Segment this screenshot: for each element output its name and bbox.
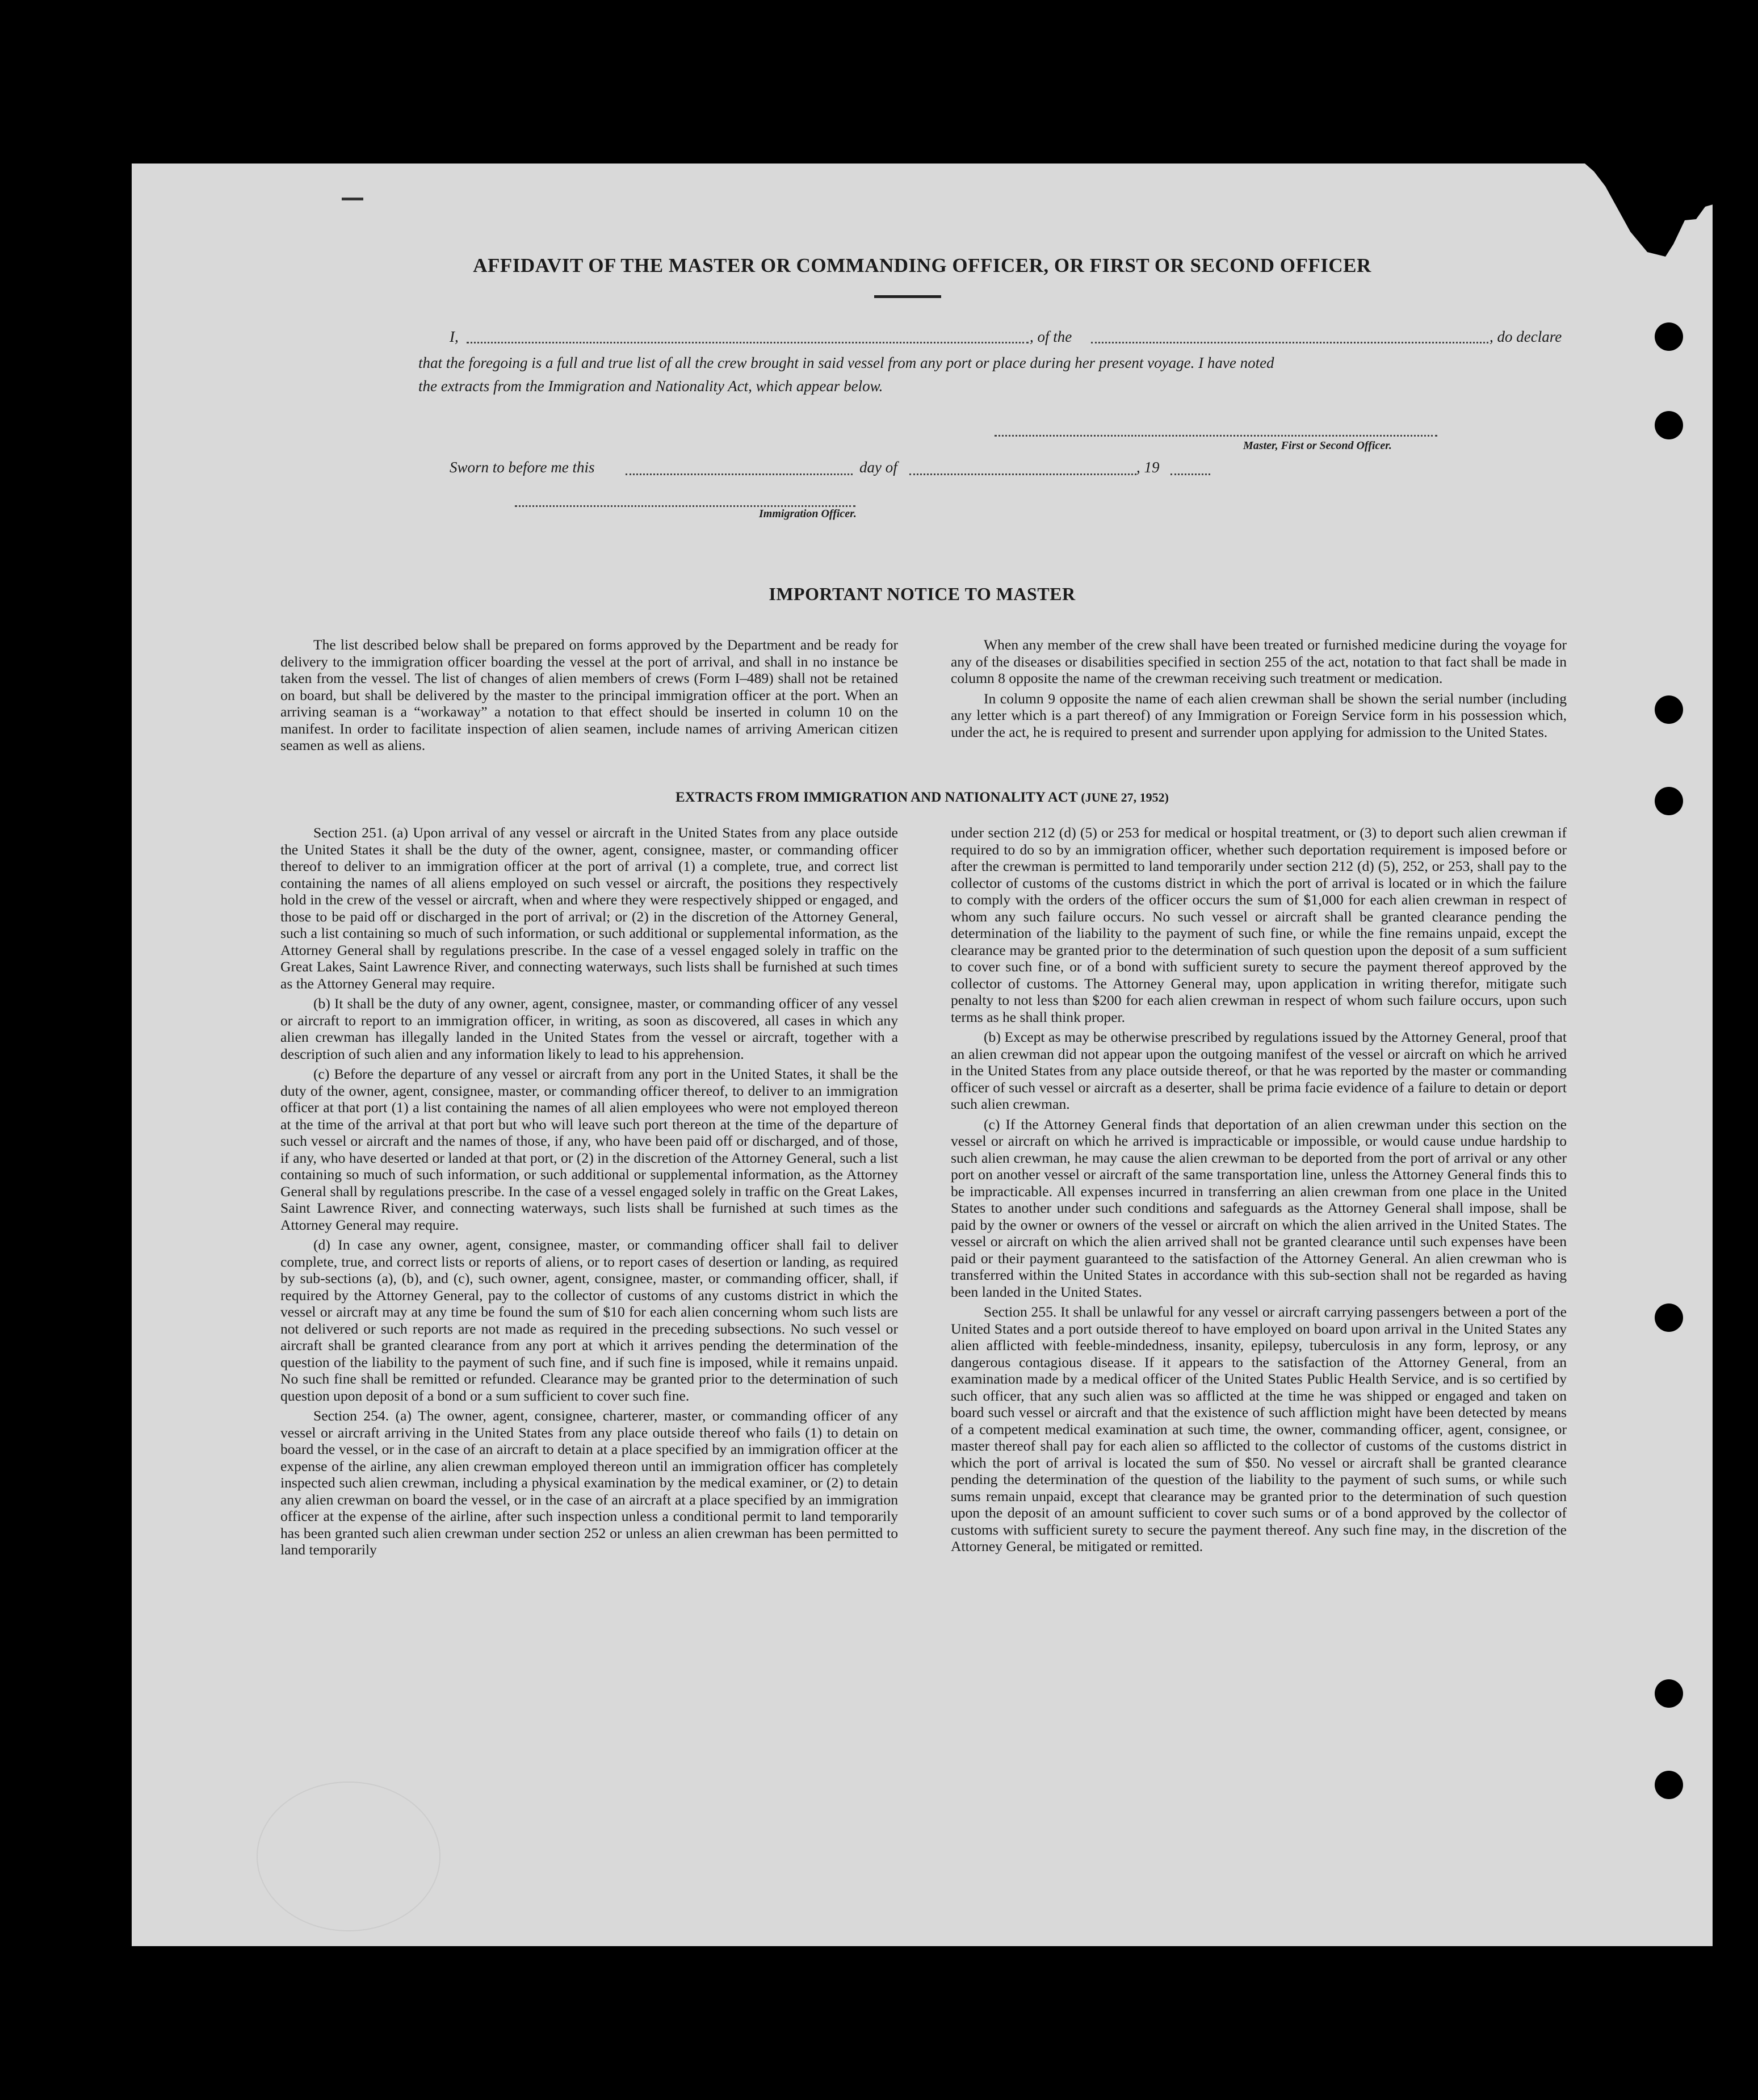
- vessel-name-field[interactable]: [1091, 342, 1488, 343]
- affidavit-statement-line1: that the foregoing is a full and true list of all the crew brought in said vessel from any port or place during her present voyage. I have noted: [418, 354, 1274, 371]
- section-254a: Section 254. (a) The owner, agent, consignee, charterer, master, or commanding officer of any vessel or aircraft arriving in the United States from any place outside thereof who fails (1) to detain on board the vessel, or in the case of an aircraft to detain at a place specified by an immigration officer at the expense of the airline, any alien crewman employed thereon until an immigration officer has completely inspected such alien crewman, including a physical examination by the medical examiner, or (2) to detain any alien crewman on board the vessel, or in the case of an aircraft at a place specified by an immigration officer at the expense of the airline, after such inspection unless a conditional permit to land temporarily has been granted such alien crewman under section 252 or unless an alien crewman has been permitted to land temporarily: [280, 1407, 898, 1558]
- section-251c: (c) Before the departure of any vessel or aircraft from any port in the United States, it shall be the duty of the owner, agent, consignee, master, or commanding officer thereof, to deliver to an immigration officer at that port (1) a list containing the names of all alien employees who were not employed thereon at the time of the arrival at that port but who will leave such port thereon at the time of the departure of such vessel or aircraft and the names of those, if any, who have been paid off or discharged, and of those, if any, who have deserted or landed at that port, or (2) in the discretion of the Attorney General, such a list containing so much of such information, or such additional or supplemental information, as the Attorney General shall by regulations prescribe. In the case of a vessel engaged solely in traffic on the Great Lakes, Saint Lawrence River, and connecting waterways, such lists shall be furnished at such times as the Attorney General may require.: [280, 1066, 898, 1233]
- affidavit-title: AFFIDAVIT OF THE MASTER OR COMMANDING OFFICER, OR FIRST OR SECOND OFFICER: [473, 254, 1371, 276]
- section-254c: (c) If the Attorney General finds that deportation of an alien crewman under this section on the vessel or aircraft on which he arrived is impracticable or impossible, or would cause undue hardship to such alien crewman, he may cause the alien crewman to be deported from the port of arrival or any other port on another vessel or aircraft of the same transportation line, unless the Attorney General finds this to be impracticable. All expenses incurred in transferring an alien crewman from one place in the United States to another under such conditions and safeguards as the Attorney General shall impose, shall be paid by the owner or owners of the vessel or aircraft on which the alien arrived in the United States. The vessel or aircraft on which the alien arrived shall not be granted clearance until such expenses have been paid or their payment guaranteed to the satisfaction of the Attorney General. An alien crewman who is transferred within the United States in accordance with this sub-section shall not be regarded as having been landed in the United States.: [951, 1116, 1567, 1300]
- extracts-right-column: [951, 824, 1567, 1558]
- punch-hole: [1655, 787, 1683, 815]
- punch-hole: [1655, 1303, 1683, 1332]
- punch-hole: [1655, 1771, 1683, 1799]
- ink-mark: [342, 198, 363, 200]
- sworn-month-field[interactable]: [909, 473, 1136, 475]
- sworn-year-field[interactable]: [1170, 473, 1210, 475]
- faint-seal: [257, 1782, 440, 1931]
- punch-hole: [1655, 695, 1683, 724]
- punch-hole: [1655, 1679, 1683, 1708]
- affidavit-statement-line2: the extracts from the Immigration and Nationality Act, which appear below.: [418, 378, 883, 395]
- torn-corner: [1585, 164, 1721, 260]
- notice-right-paragraph-2: In column 9 opposite the name of each alien crewman shall be shown the serial number (including any letter which is a part thereof) of any Immigration or Foreign Service form in his possession which, under the act, he is required to present and surrender upon applying for admission to the United States.: [951, 690, 1567, 740]
- day-of-label: day of: [859, 459, 897, 476]
- punch-hole: [1655, 322, 1683, 351]
- officer-signature-caption: Immigration Officer.: [759, 508, 857, 520]
- title-rule: [874, 295, 941, 298]
- affidavit-declare-label: , do declare: [1490, 328, 1562, 345]
- document-page: [132, 164, 1713, 1946]
- section-254b: (b) Except as may be otherwise prescribed by regulations issued by the Attorney General, proof that an alien crewman did not appear upon the outgoing manifest of the vessel or aircraft on which he arrived in the United States from any place outside thereof, or that he was reported by the master or commanding officer of such vessel or aircraft as a deserter, shall be prima facie evidence of a failure to detain or deport such alien crewman.: [951, 1029, 1567, 1112]
- section-251a: Section 251. (a) Upon arrival of any vessel or aircraft in the United States from any place outside the United States it shall be the duty of the owner, agent, consignee, master, or commanding officer thereof to deliver to an immigration officer at the port of arrival (1) a complete, true, and correct list containing the names of all aliens employed on such vessel or aircraft, the positions they respectively hold in the crew of the vessel or aircraft, when and where they were respectively shipped or engaged, and those to be paid off or discharged in the port of arrival; or (2) in the discretion of the Attorney General, such a list containing so much of such information, or such additional or supplemental information, as the Attorney General shall by regulations prescribe. In the case of a vessel engaged solely in traffic on the Great Lakes, Saint Lawrence River, and connecting waterways, such lists shall be furnished at such times as the Attorney General may require.: [280, 824, 898, 992]
- master-name-field[interactable]: [467, 342, 1029, 343]
- section-255: Section 255. It shall be unlawful for any vessel or aircraft carrying passengers between a port of the United States and a port outside thereof to have employed on board upon arrival in the United States any alien afflicted with feeble-mindedness, insanity, epilepsy, tuberculosis in any form, leprosy, or any dangerous contagious disease. If it appears to the satisfaction of the Attorney General, from an examination made by a medical officer of the United States Public Health Service, and is so certified by such officer, that any such alien was so afflicted at the time he was shipped or engaged and taken on board such vessel or aircraft and that the existence of such affliction might have been detected by means of a competent medical examination at such time, the owner, commanding officer, agent, consignee, or master thereof shall pay for each alien so afflicted to the collector of customs of the customs district in which the port of arrival is located the sum of $50. No vessel or aircraft shall be granted clearance pending the determination of the question of the liability to the payment of such sums, or while such sums remain unpaid, except that clearance may be granted prior to the determination of such question upon the deposit of an amount sufficient to cover such sums or of a bond approved by the collector of customs with sufficient surety to secure the payment thereof. Any such fine may, in the discretion of the Attorney General, be mitigated or remitted.: [951, 1303, 1567, 1554]
- sworn-day-field[interactable]: [626, 473, 853, 475]
- extracts-title-text: EXTRACTS FROM IMMIGRATION AND NATIONALITY ACT: [675, 790, 1078, 805]
- section-251d: (d) In case any owner, agent, consignee, master, or commanding officer shall fail to deliver complete, true, and correct lists or reports of aliens, or to report cases of desertion or landing, as required by sub-sections (a), (b), and (c), such owner, agent, consignee, master, or commanding officer, shall, if required by the Attorney General, pay to the collector of customs of any customs district in which the vessel or aircraft may at any time be found the sum of $10 for each alien concerning whom such lists are not delivered or such reports are not made as required in the preceding subsections. No such vessel or aircraft shall be granted clearance from any port at which it arrives pending the determination of the question of the liability to the payment of such fine, and if such fine is imposed, while it remains unpaid. No such fine shall be remitted or refunded. Clearance may be granted prior to the determination of such question upon deposit of a bond or a sum sufficient to cover such fine.: [280, 1236, 898, 1404]
- notice-left-column: [280, 636, 898, 757]
- notice-right-paragraph-1: When any member of the crew shall have been treated or furnished medicine during the voyage for any of the diseases or disabilities specified in section 255 of the act, notation to that fact shall be made in column 8 opposite the name of the crewman receiving such treatment or medication.: [951, 636, 1567, 686]
- officer-signature-field[interactable]: [515, 505, 855, 507]
- master-signature-caption: Master, First or Second Officer.: [1243, 439, 1392, 452]
- master-signature-field[interactable]: [995, 435, 1437, 437]
- notice-title: IMPORTANT NOTICE TO MASTER: [769, 584, 1076, 604]
- punch-hole: [1655, 411, 1683, 439]
- affidavit-of-the-label: , of the: [1030, 328, 1072, 345]
- notice-right-column: [951, 636, 1567, 744]
- affidavit-i-label: I,: [450, 328, 459, 345]
- extracts-title: [132, 790, 1713, 806]
- extracts-title-date: (JUNE 27, 1952): [1081, 790, 1169, 804]
- section-254a-continued: under section 212 (d) (5) or 253 for medical or hospital treatment, or (3) to deport such alien crewman if required to do so by an immigration officer, whether such deportation requirement is imposed before or after the crewman is permitted to land temporarily under section 212 (d) (5), 252, or 253, shall pay to the collector of customs of the customs district in which the port of arrival is located or in which the failure to comply with the orders of the officer occurs the sum of $1,000 for each alien crewman in respect of whom any such failure occurs. No such vessel or aircraft shall be granted clearance pending the determination of the liability to the payment of such fine, or while the fine remains unpaid, except the clearance may be granted prior to the determination of such question upon the deposit of a sum sufficient to cover such fine, or of a bond with sufficient surety to secure the payment thereof approved by the collector of customs. The Attorney General may, upon application in writing therefor, mitigate such penalty to not less than $200 for each alien crewman in respect of whom such failure occurs, upon such terms as he shall think proper.: [951, 824, 1567, 1025]
- year-label: , 19: [1136, 459, 1160, 476]
- sworn-label: Sworn to before me this: [450, 459, 595, 476]
- extracts-left-column: [280, 824, 898, 1562]
- section-251b: (b) It shall be the duty of any owner, agent, consignee, master, or commanding officer of any vessel or aircraft to report to an immigration officer, in writing, as soon as discovered, all cases in which any alien crewman has illegally landed in the United States from the vessel or aircraft, together with a description of such alien and any information likely to lead to his apprehension.: [280, 995, 898, 1062]
- notice-left-paragraph: The list described below shall be prepared on forms approved by the Department and be ready for delivery to the immigration officer boarding the vessel at the port of arrival, and shall in no instance be taken from the vessel. The list of changes of alien members of crews (Form I–489) shall not be retained on board, but shall be delivered by the master to the principal immigration officer at the port. When an arriving seaman is a “workaway” a notation to that effect should be inserted in column 10 on the manifest. In order to facilitate inspection of alien seamen, include names of arriving American citizen seamen as well as aliens.: [280, 636, 898, 753]
